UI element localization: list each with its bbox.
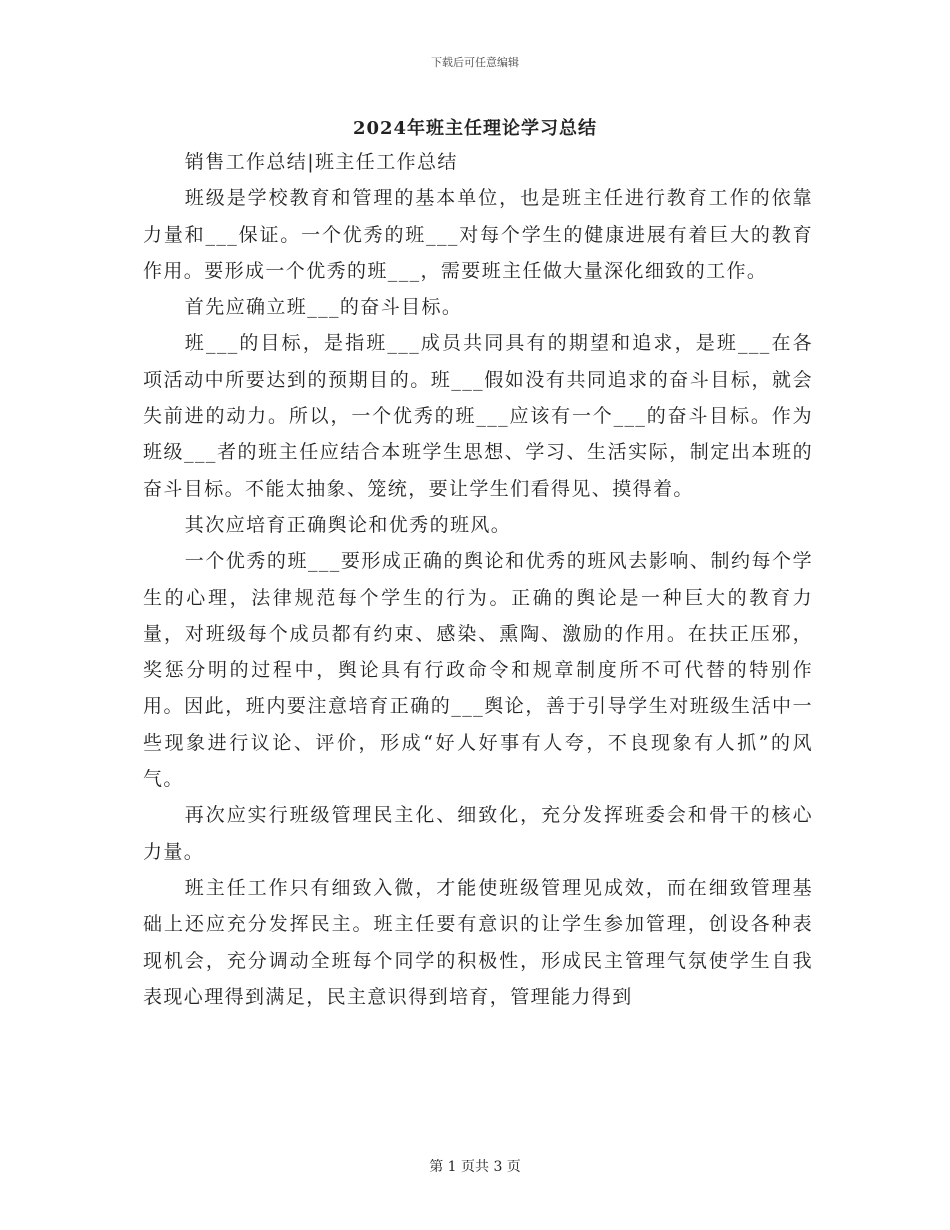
document-body	[143, 144, 813, 1015]
paragraph: 班级是学校教育和管理的基本单位，也是班主任进行教育工作的依靠力量和___保证。一个优秀的班___对每个学生的健康进展有着巨大的教育作用。要形成一个优秀的班___，需要班主任做大量深化细致的工作。	[143, 187, 813, 282]
section-heading: 再次应实行班级管理民主化、细致化，充分发挥班委会和骨干的核心力量。	[143, 804, 813, 863]
section-heading: 其次应培育正确舆论和优秀的班风。	[184, 513, 512, 536]
page-number: 第 1 页共 3 页	[429, 1159, 521, 1175]
paragraph: 班主任工作只有细致入微，才能使班级管理见成效，而在细致管理基础上还应充分发挥民主。班主任要有意识的让学生参加管理，创设各种表现机会，充分调动全班每个同学的积极性，形成民主管理气氛使学生自我表现心理得到满足，民主意识得到培育，管理能力得到	[143, 876, 813, 1008]
paragraph: 一个优秀的班___要形成正确的舆论和优秀的班风去影响、制约每个学生的心理，法律规范每个学生的行为。正确的舆论是一种巨大的教育力量，对班级每个成员都有约束、感染、熏陶、激励的作用。在扶正压邪，奖惩分明的过程中，舆论具有行政命令和规章制度所不可代替的特别作用。因此，班内要注意培育正确的___舆论，善于引导学生对班级生活中一些现象进行议论、评价，形成“好人好事有人夸，不良现象有人抓”的风气。	[143, 550, 813, 791]
section-heading: 首先应确立班___的奋斗目标。	[184, 296, 463, 319]
header-note: 下载后可任意编辑	[431, 56, 519, 69]
paragraph-subtitle: 销售工作总结|班主任工作总结	[184, 151, 458, 173]
document-title: 2024年班主任理论学习总结	[352, 118, 598, 139]
paragraph: 班___的目标，是指班___成员共同具有的期望和追求，是班___在各项活动中所要达到的预期目的。班___假如没有共同追求的奋斗目标，就会失前进的动力。所以，一个优秀的班___应该有一个___的奋斗目标。作为班级___者的班主任应结合本班学生思想、学习、生活实际，制定出本班的奋斗目标。不能太抽象、笼统，要让学生们看得见、摸得着。	[143, 332, 813, 500]
